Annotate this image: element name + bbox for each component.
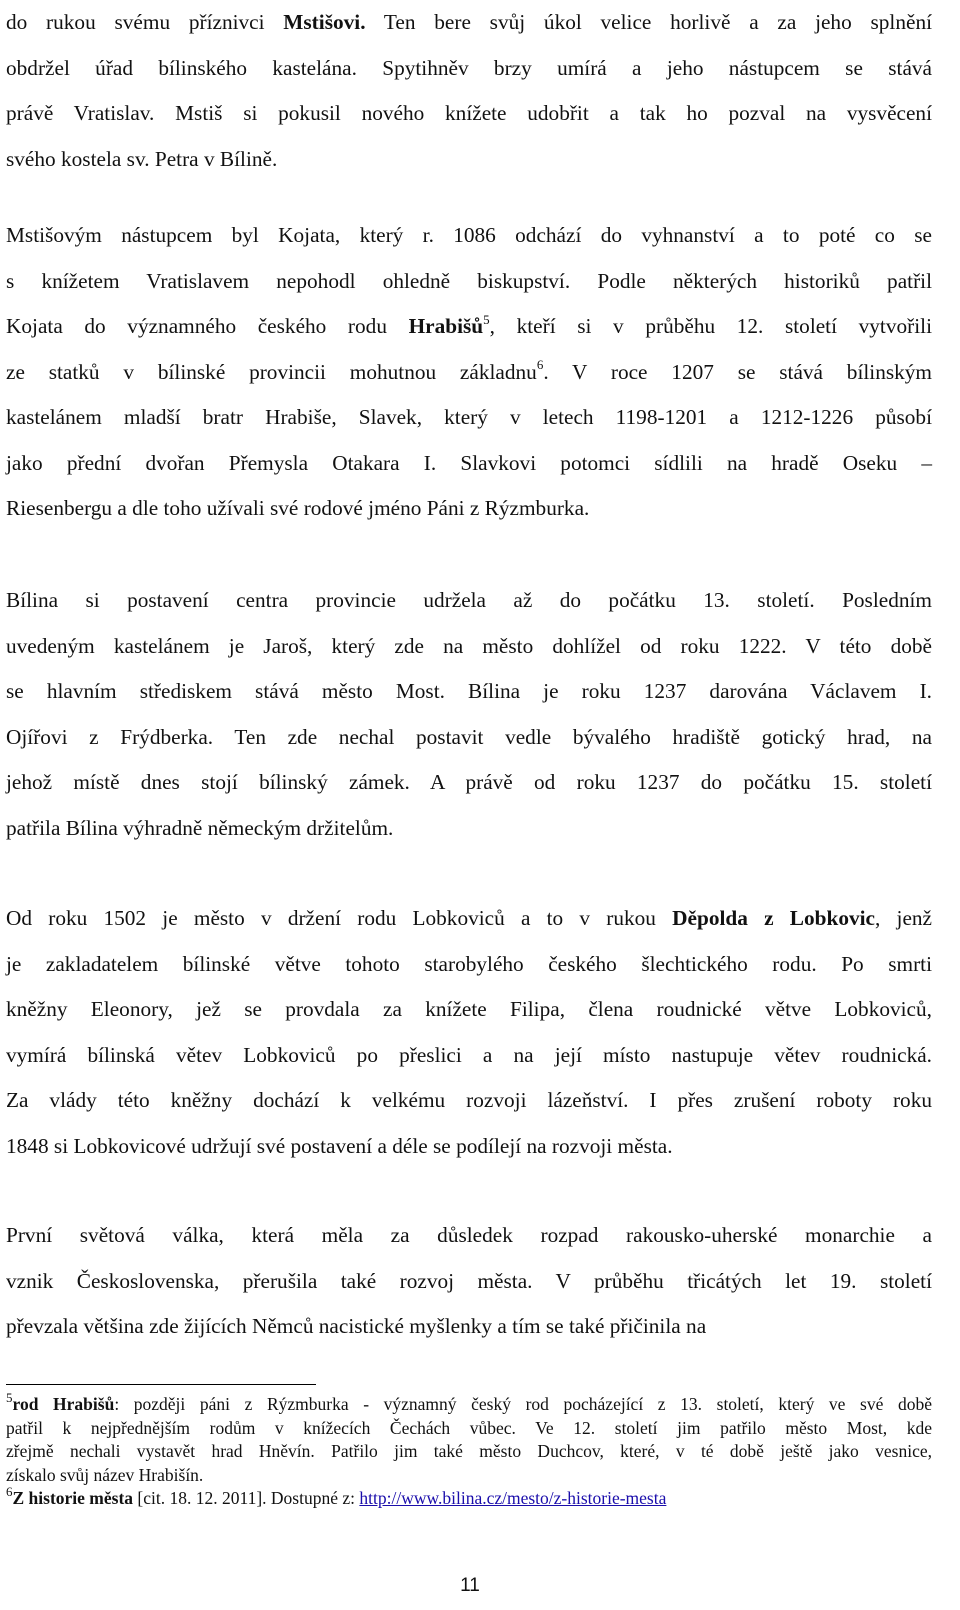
text-line [6,0,932,46]
text-line [6,1078,932,1124]
text-line [6,1259,932,1305]
text-run: Z historie města [12,1488,134,1508]
text-run: patřil k nejpřednějším rodům v knížecích Čechách vůbec. Ve 12. století jim patřilo město Most, kde [6,1417,932,1438]
text-line [6,1124,932,1170]
text-line [6,46,932,92]
text-line [6,896,932,942]
text-line [6,624,932,670]
text-line [6,578,932,624]
text-run: vymírá bílinská větev Lobkoviců po přeslici a na její místo nastupuje větev roudnická. [6,1042,932,1067]
text-line [6,715,932,761]
text-run: Za vlády této kněžny dochází k velkému rozvoji lázeňství. I přes zrušení roboty roku [6,1088,932,1112]
text-run: Bílina si postavení centra provincie udržela až do počátku 13. století. Posledním [6,588,932,612]
text-line [6,350,932,396]
text-run: rod Hrabišů [12,1394,115,1414]
text-line [6,669,932,715]
text-run: získalo svůj název Hrabišín. [6,1464,204,1485]
footnotes [6,1390,932,1511]
text-run: vznik Československa, přerušila také rozvoj města. V průběhu třicátých let 19. století [6,1268,932,1293]
text-run: [cit. 18. 12. 2011]. Dostupné z: [133,1488,360,1508]
paragraph-p5 [6,1213,932,1350]
text-run: jako přední dvořan Přemysla Otakara I. Slavkovi potomci sídlili na hradě Oseku – [6,450,932,475]
text-line [6,806,932,852]
text-line [6,1033,932,1079]
paragraph-p1 [6,0,932,182]
text-run: Děpolda z Lobkovic [672,906,875,930]
footnote-fn6 [6,1484,932,1511]
text-run: zřejmě nechali vystavět hrad Hněvín. Patřilo jim také město Duchcov, které, v té době ještě jako vesnice, [6,1441,932,1461]
text-line [6,304,932,350]
text-run: patřila Bílina výhradně německým držitelům. [6,815,394,840]
text-run: Od roku 1502 je město v držení rodu Lobkoviců a to v rukou [6,906,673,930]
text-line [6,259,932,305]
text-run: je zakladatelem bílinské větve tohoto starobylého českého šlechtického rodu. Po smrti [6,951,932,976]
paragraph-p3 [6,578,932,851]
text-line [6,760,932,806]
footnote-ref: 6 [6,1484,13,1500]
text-run: Ten bere svůj úkol velice horlivě a za jeho splnění [365,10,933,34]
text-run: převzala většina zde žijících Němců nacistické myšlenky a tím se také přičinila na [6,1314,707,1338]
text-run: První světová válka, která měla za důsledek rozpad rakousko-uherské monarchie a [6,1223,932,1247]
page-number: 11 [460,1575,480,1596]
text-line [6,395,932,441]
text-run: Mstišovi. [283,10,366,34]
text-run: jehož místě dnes stojí bílinský zámek. A právě od roku 1237 do počátku 15. století [6,770,932,794]
text-line [6,91,932,137]
paragraph-p4 [6,896,932,1169]
text-run: Ojířovi z Frýdberka. Ten zde nechal postavit vedle bývalého hradiště gotický hrad, na [6,724,932,749]
text-run: . V roce 1207 se stává bílinským [543,359,932,384]
text-line [6,1304,932,1350]
footnote-line [6,1390,932,1417]
footnote-fn5 [6,1390,932,1487]
footnote-line [6,1464,932,1488]
text-run: Hrabišů [408,314,484,338]
text-run: , kteří si v průběhu 12. století vytvořili [489,314,932,338]
source-link[interactable]: http://www.bilina.cz/mesto/z-historie-mesta [359,1488,667,1508]
text-run: kněžny Eleonory, jež se provdala za knížete Filipa, člena roudnické větve Lobkoviců, [6,997,932,1021]
text-line [6,987,932,1033]
text-run: , jenž [875,906,933,930]
footnote-ref: 6 [536,357,544,373]
text-run: Riesenbergu a dle toho užívali své rodové jméno Páni z Rýzmburka. [6,496,590,520]
paragraph-p2 [6,213,932,532]
text-line [6,137,932,183]
text-run: právě Vratislav. Mstiš si pokusil nového knížete udobřit a tak ho pozval na vysvěcení [6,101,932,125]
text-line [6,213,932,259]
text-run: obdržel úřad bílinského kastelána. Spytihněv brzy umírá a jeho nástupcem se stává [6,55,932,80]
footnote-line [6,1417,932,1441]
footnote-ref: 5 [483,311,490,327]
text-run: Mstišovým nástupcem byl Kojata, který r. 1086 odchází do vyhnanství a to poté co se [6,223,932,247]
footnote-line [6,1484,932,1511]
text-run: s knížetem Vratislavem nepohodl ohledně biskupství. Podle některých historiků patřil [6,268,932,293]
text-run: do rukou svému příznivci [6,10,284,34]
footnote-line [6,1440,932,1464]
text-line [6,1213,932,1259]
text-run: Kojata do významného českého rodu [6,314,409,338]
text-run: kastelánem mladší bratr Hrabiše, Slavek, který v letech 1198-1201 a 1212-1226 působí [6,405,932,429]
text-line [6,441,932,487]
text-run: : později páni z Rýzmburka - významný český rod pocházející z 13. století, který ve své době [114,1394,932,1414]
text-line [6,486,932,532]
text-run: se hlavním střediskem stává město Most. Bílina je roku 1237 darována Václavem I. [6,679,932,703]
footnote-ref: 5 [6,1390,13,1406]
text-run: ze statků v bílinské provincii mohutnou základnu [6,359,537,384]
text-run: 1848 si Lobkovicové udržují své postavení a déle se podílejí na rozvoji města. [6,1133,673,1158]
footnote-separator [6,1384,316,1385]
text-run: svého kostela sv. Petra v Bílině. [6,146,278,171]
text-run: uvedeným kastelánem je Jaroš, který zde na město dohlížel od roku 1222. V této době [6,633,932,658]
text-line [6,942,932,988]
